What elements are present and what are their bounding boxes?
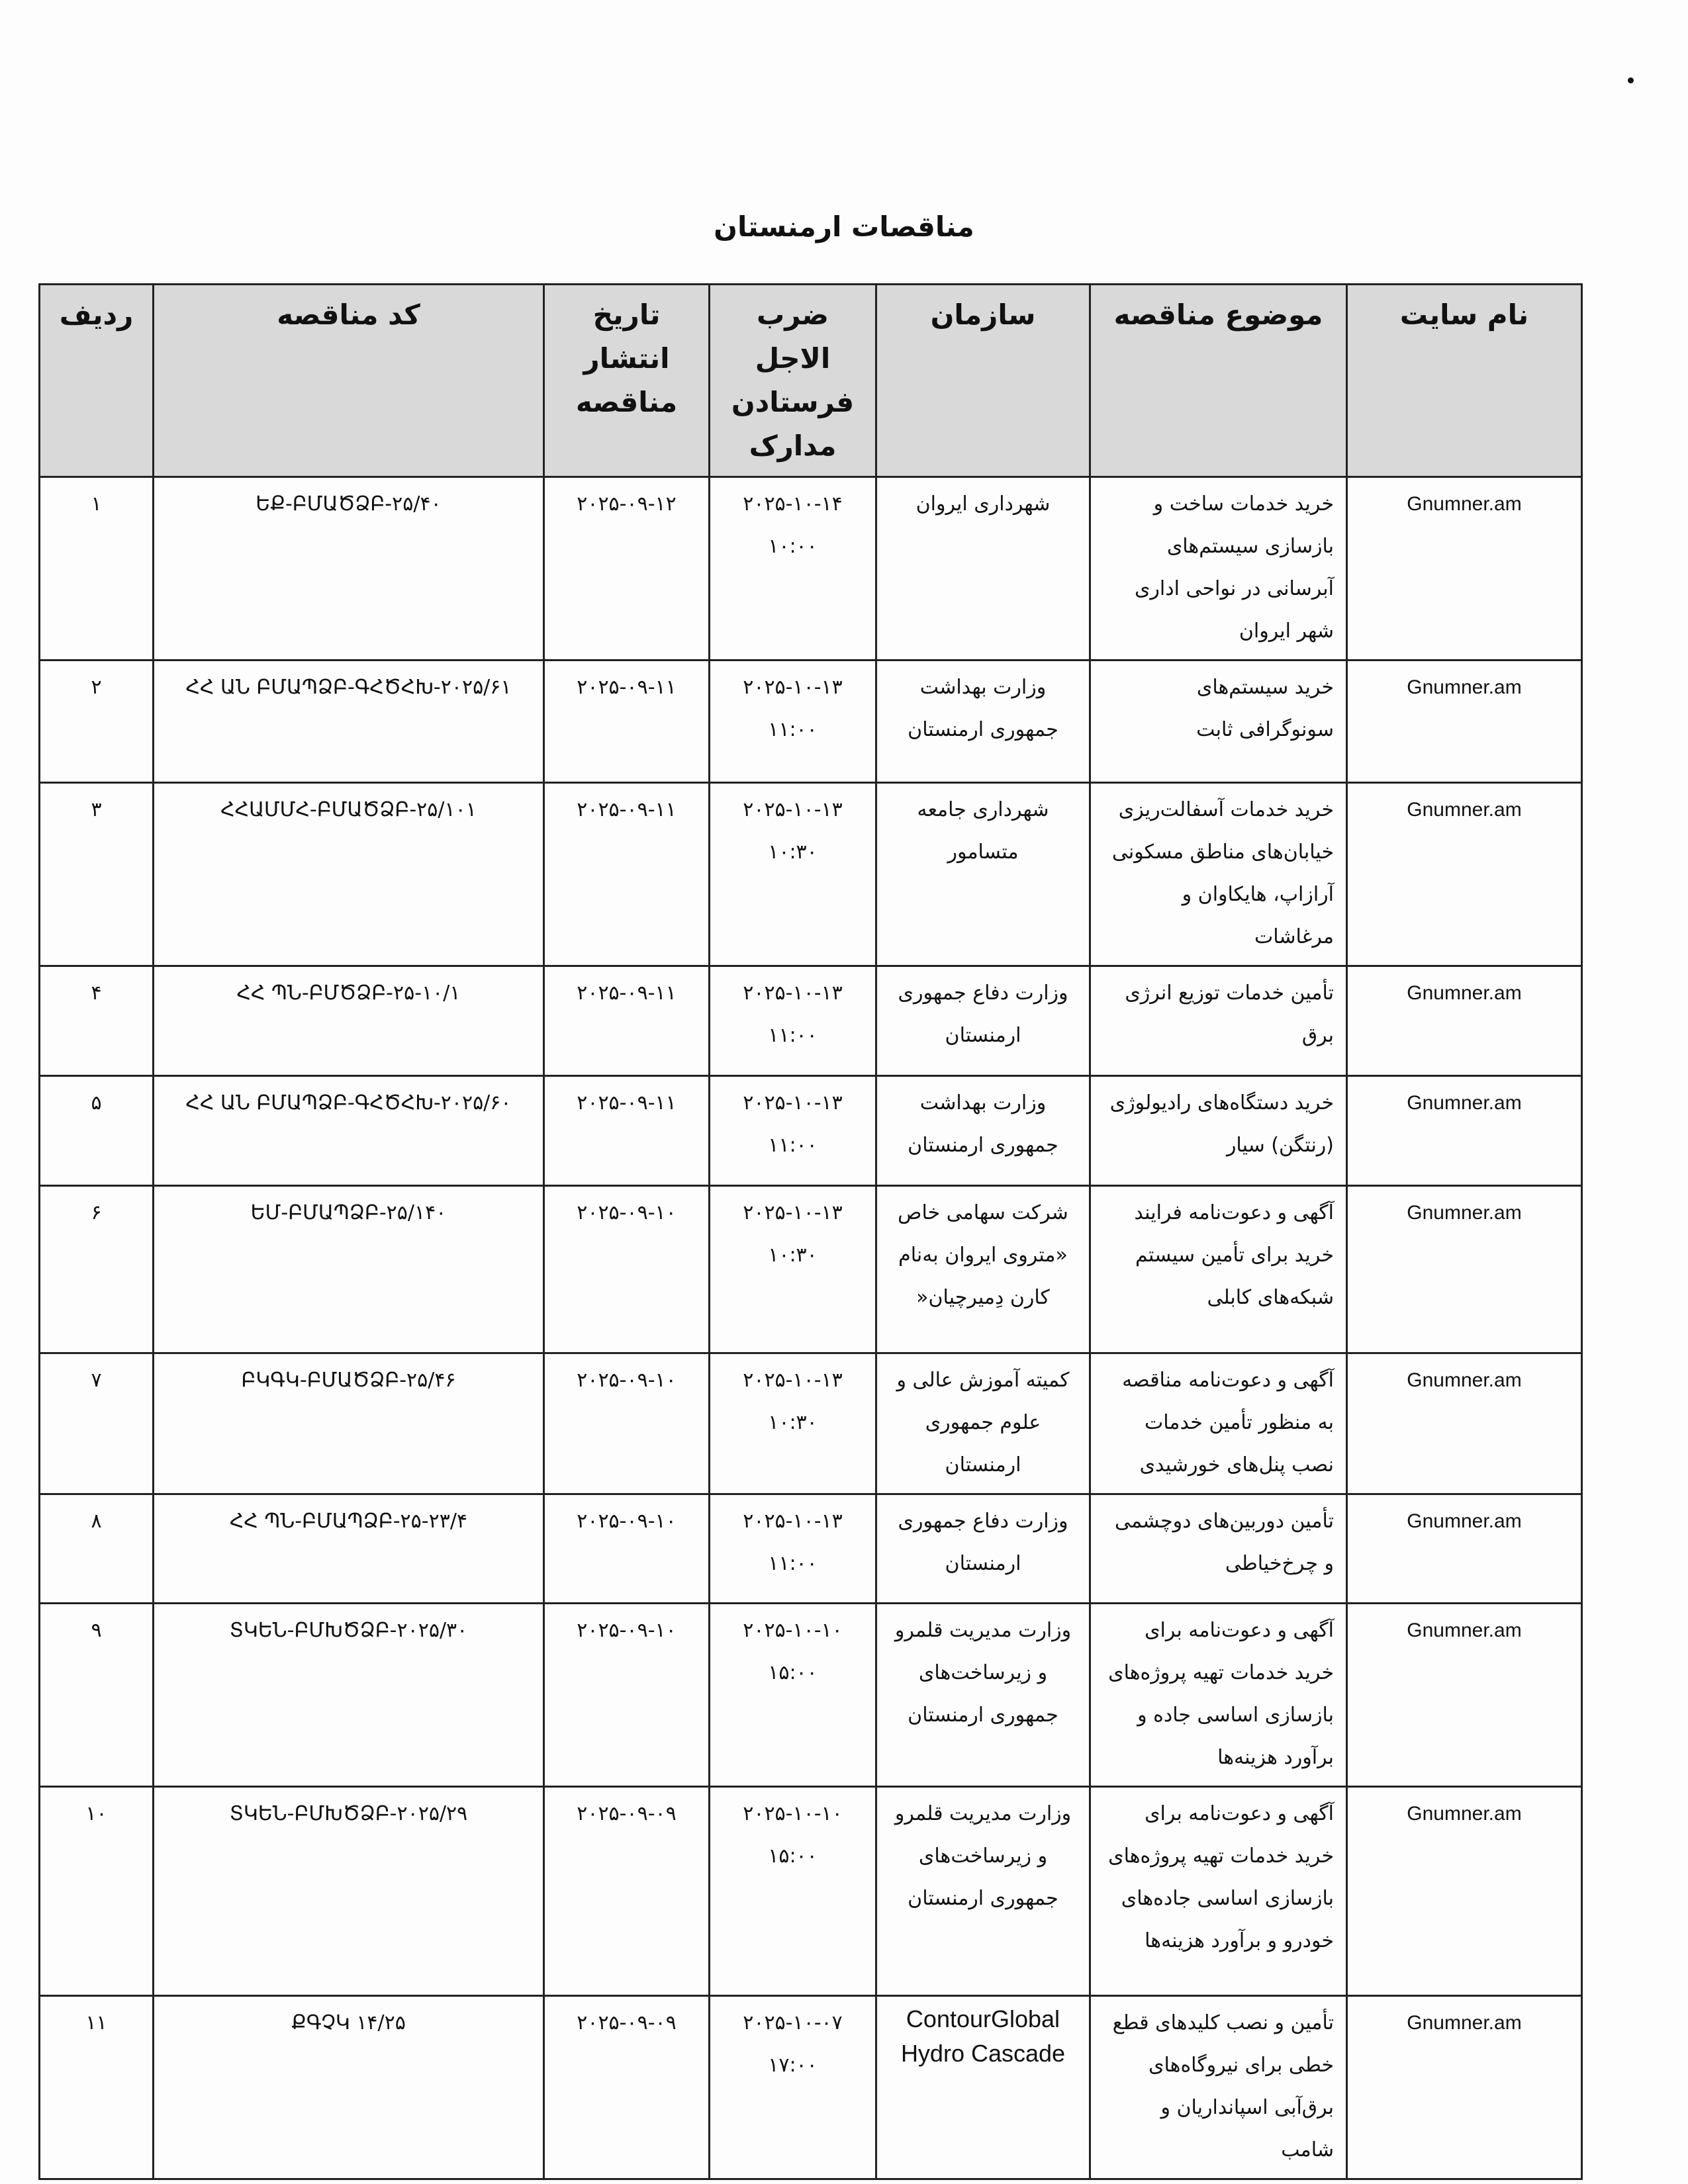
- row-number-cell: ۱۰: [40, 1787, 154, 1996]
- organization-cell: وزارت دفاع جمهوری ارمنستان: [876, 1494, 1090, 1604]
- row-number-cell: ۶: [40, 1186, 154, 1353]
- publish-date-cell: ۲۰۲۵-۰۹-۰۹: [544, 1996, 710, 2179]
- deadline-time: ۱۰:۳۰: [768, 841, 818, 864]
- deadline-time: ۱۱:۰۰: [768, 1134, 818, 1157]
- organization-cell: شهرداری ایروان: [876, 477, 1090, 660]
- deadline-date: ۲۰۲۵-۱۰-۱۳: [743, 1369, 843, 1392]
- header-organization: سازمان: [876, 285, 1090, 477]
- deadline-date: ۲۰۲۵-۱۰-۰۷: [743, 2011, 843, 2034]
- deadline-time: ۱۰:۳۰: [768, 1411, 818, 1434]
- table-header-row: [40, 285, 1582, 477]
- publish-date-cell: ۲۰۲۵-۰۹-۱۱: [544, 660, 710, 783]
- deadline-cell: [710, 966, 876, 1076]
- header-deadline: ضرب الاجل فرستادن مدارک: [710, 285, 876, 477]
- site-cell: Gnumner.am: [1347, 1076, 1582, 1186]
- header-code: کد مناقصه: [154, 285, 544, 477]
- deadline-date: ۲۰۲۵-۱۰-۱۳: [743, 1510, 843, 1533]
- publish-date-cell: ۲۰۲۵-۰۹-۱۱: [544, 1076, 710, 1186]
- organization-cell: شرکت سهامی خاص «متروی ایروان به‌نام کارن دِمیرچیان«: [876, 1186, 1090, 1353]
- deadline-cell: [710, 477, 876, 660]
- publish-date-cell: ۲۰۲۵-۰۹-۱۰: [544, 1604, 710, 1787]
- site-cell: Gnumner.am: [1347, 966, 1582, 1076]
- deadline-time: ۱۵:۰۰: [768, 1844, 818, 1868]
- row-number-cell: ۳: [40, 783, 154, 966]
- subject-cell: خرید سیستم‌های سونوگرافی ثابت: [1090, 660, 1347, 783]
- scan-mark: [1628, 77, 1634, 83]
- deadline-time: ۱۰:۰۰: [768, 535, 818, 558]
- page-title: مناقصات ارمنستان: [714, 210, 974, 243]
- site-cell: Gnumner.am: [1347, 1604, 1582, 1787]
- header-site: نام سایت: [1347, 285, 1582, 477]
- subject-cell: تأمین دوربین‌های دوچشمی و چرخ‌خیاطی: [1090, 1494, 1347, 1604]
- table-row: [40, 1076, 1582, 1186]
- subject-cell: خرید دستگاه‌های رادیولوژی (رنتگن) سیار: [1090, 1076, 1347, 1186]
- table-row: [40, 1996, 1582, 2179]
- table-row: [40, 1787, 1582, 1996]
- header-publish-date: تاریخ انتشار مناقصه: [544, 285, 710, 477]
- organization-cell: [876, 1996, 1090, 2179]
- deadline-time: ۱۱:۰۰: [768, 718, 818, 741]
- organization-cell: وزارت مدیریت قلمرو و زیرساخت‌های جمهوری ارمنستان: [876, 1787, 1090, 1996]
- table-row: [40, 783, 1582, 966]
- deadline-date: ۲۰۲۵-۱۰-۱۳: [743, 1091, 843, 1115]
- code-cell: ՔԳՉԿ ۱۴/۲۵: [154, 1996, 544, 2179]
- subject-cell: تأمین و نصب کلیدهای قطع خطی برای نیروگاه‌های برق‌آبی اسپانداریان و شامب: [1090, 1996, 1347, 2179]
- deadline-date: ۲۰۲۵-۱۰-۱۰: [743, 1802, 843, 1825]
- deadline-cell: [710, 660, 876, 783]
- publish-date-cell: ۲۰۲۵-۰۹-۰۹: [544, 1787, 710, 1996]
- row-number-cell: ۵: [40, 1076, 154, 1186]
- row-number-cell: ۴: [40, 966, 154, 1076]
- subject-cell: آگهی و دعوت‌نامه فرایند خرید برای تأمین سیستم شبکه‌های کابلی: [1090, 1186, 1347, 1353]
- publish-date-cell: ۲۰۲۵-۰۹-۱۰: [544, 1494, 710, 1604]
- subject-cell: تأمین خدمات توزیع انرژی برق: [1090, 966, 1347, 1076]
- deadline-cell: [710, 1076, 876, 1186]
- table-row: [40, 660, 1582, 783]
- deadline-date: ۲۰۲۵-۱۰-۱۳: [743, 798, 843, 821]
- code-cell: ՀՀ ՊՆ-ԲՄԱՊՁԲ-۲۵-۲۳/۴: [154, 1494, 544, 1604]
- site-cell: Gnumner.am: [1347, 1996, 1582, 2179]
- deadline-date: ۲۰۲۵-۱۰-۱۰: [743, 1619, 843, 1642]
- publish-date-cell: ۲۰۲۵-۰۹-۱۰: [544, 1353, 710, 1494]
- header-subject: موضوع مناقصه: [1090, 285, 1347, 477]
- code-cell: ՏԿԵՆ-ԲՄԽԾՁԲ-۲۰۲۵/۲۹: [154, 1787, 544, 1996]
- publish-date-cell: ۲۰۲۵-۰۹-۱۲: [544, 477, 710, 660]
- deadline-date: ۲۰۲۵-۱۰-۱۳: [743, 981, 843, 1005]
- table-row: [40, 1353, 1582, 1494]
- row-number-cell: ۹: [40, 1604, 154, 1787]
- organization-cell: وزارت بهداشت جمهوری ارمنستان: [876, 1076, 1090, 1186]
- site-cell: Gnumner.am: [1347, 1494, 1582, 1604]
- deadline-cell: [710, 1353, 876, 1494]
- organization-cell: شهرداری جامعه متسامور: [876, 783, 1090, 966]
- deadline-date: ۲۰۲۵-۱۰-۱۴: [743, 492, 843, 516]
- deadline-date: ۲۰۲۵-۱۰-۱۳: [743, 676, 843, 699]
- deadline-cell: [710, 1494, 876, 1604]
- subject-cell: آگهی و دعوت‌نامه مناقصه به منظور تأمین خدمات نصب پنل‌های خورشیدی: [1090, 1353, 1347, 1494]
- code-cell: ՀՀ ՊՆ-ԲՄԾՁԲ-۲۵-۱۰/۱: [154, 966, 544, 1076]
- deadline-time: ۱۱:۰۰: [768, 1024, 818, 1047]
- deadline-cell: [710, 783, 876, 966]
- publish-date-cell: ۲۰۲۵-۰۹-۱۰: [544, 1186, 710, 1353]
- code-cell: ՀՀ ԱՆ ԲՄԱՊՁԲ-ԳՀԾՀԽ-۲۰۲۵/۶۰: [154, 1076, 544, 1186]
- subject-cell: آگهی و دعوت‌نامه برای خرید خدمات تهیه پروژه‌های بازسازی اساسی جاده و برآورد هزینه‌ها: [1090, 1604, 1347, 1787]
- row-number-cell: ۸: [40, 1494, 154, 1604]
- site-cell: Gnumner.am: [1347, 1353, 1582, 1494]
- deadline-date: ۲۰۲۵-۱۰-۱۳: [743, 1201, 843, 1224]
- deadline-time: ۱۱:۰۰: [768, 1552, 818, 1575]
- organization-cell: کمیته آموزش عالی و علوم جمهوری ارمنستان: [876, 1353, 1090, 1494]
- subject-cell: خرید خدمات آسفالت‌ریزی خیابان‌های مناطق مسکونی آرازاپ، هایکاوان و مرغاشات: [1090, 783, 1347, 966]
- code-cell: ԵՔ-ԲՄԱԾՁԲ-۲۵/۴۰: [154, 477, 544, 660]
- deadline-cell: [710, 1186, 876, 1353]
- row-number-cell: ۷: [40, 1353, 154, 1494]
- row-number-cell: ۱: [40, 477, 154, 660]
- deadline-time: ۱۵:۰۰: [768, 1661, 818, 1684]
- publish-date-cell: ۲۰۲۵-۰۹-۱۱: [544, 966, 710, 1076]
- deadline-time: ۱۷:۰۰: [768, 2054, 818, 2077]
- code-cell: ՀՀ ԱՆ ԲՄԱՊՁԲ-ԳՀԾՀԽ-۲۰۲۵/۶۱: [154, 660, 544, 783]
- site-cell: Gnumner.am: [1347, 783, 1582, 966]
- code-cell: ԵՄ-ԲՄԱՊՁԲ-۲۵/۱۴۰: [154, 1186, 544, 1353]
- deadline-cell: [710, 1604, 876, 1787]
- organization-name: ContourGlobal Hydro Cascade: [900, 2005, 1066, 2067]
- organization-cell: وزارت دفاع جمهوری ارمنستان: [876, 966, 1090, 1076]
- organization-cell: وزارت مدیریت قلمرو و زیرساخت‌های جمهوری ارمنستان: [876, 1604, 1090, 1787]
- deadline-cell: [710, 1996, 876, 2179]
- deadline-time: ۱۰:۳۰: [768, 1244, 818, 1267]
- table-row: [40, 966, 1582, 1076]
- table-row: [40, 1186, 1582, 1353]
- table-row: [40, 1604, 1582, 1787]
- site-cell: Gnumner.am: [1347, 1186, 1582, 1353]
- tenders-table: [38, 283, 1583, 2180]
- deadline-cell: [710, 1787, 876, 1996]
- subject-cell: آگهی و دعوت‌نامه برای خرید خدمات تهیه پروژه‌های بازسازی اساسی جاده‌های خودرو و برآورد هزینه‌ها: [1090, 1787, 1347, 1996]
- publish-date-cell: ۲۰۲۵-۰۹-۱۱: [544, 783, 710, 966]
- header-row: ردیف: [40, 285, 154, 477]
- site-cell: Gnumner.am: [1347, 477, 1582, 660]
- table-row: [40, 1494, 1582, 1604]
- organization-cell: وزارت بهداشت جمهوری ارمنستان: [876, 660, 1090, 783]
- site-cell: Gnumner.am: [1347, 660, 1582, 783]
- code-cell: ՀՀԱՄՄՀ-ԲՄԱԾՁԲ-۲۵/۱۰۱: [154, 783, 544, 966]
- code-cell: ՏԿԵՆ-ԲՄԽԾՁԲ-۲۰۲۵/۳۰: [154, 1604, 544, 1787]
- code-cell: ԲԿԳԿ-ԲՄԱԾՁԲ-۲۵/۴۶: [154, 1353, 544, 1494]
- row-number-cell: ۲: [40, 660, 154, 783]
- site-cell: Gnumner.am: [1347, 1787, 1582, 1996]
- table-row: [40, 477, 1582, 660]
- row-number-cell: ۱۱: [40, 1996, 154, 2179]
- subject-cell: خرید خدمات ساخت و بازسازی سیستم‌های آبرسانی در نواحی اداری شهر ایروان: [1090, 477, 1347, 660]
